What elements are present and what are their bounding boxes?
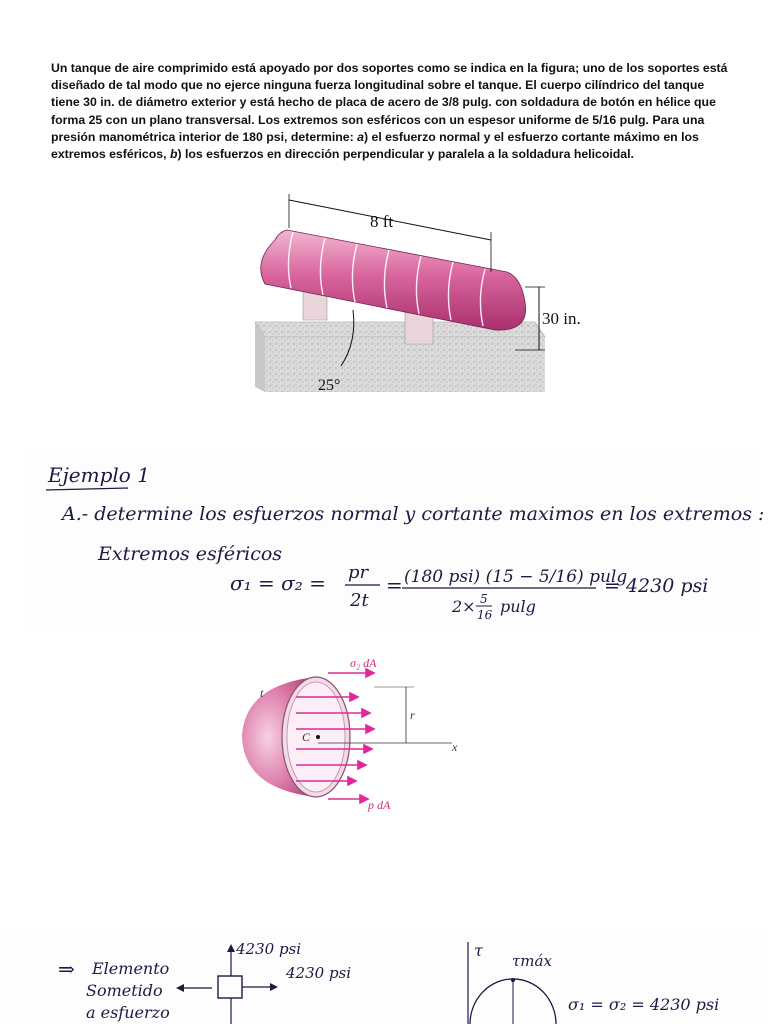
formula-frac-den: 16 [477, 608, 493, 622]
center-point [316, 735, 320, 739]
example-title: Ejemplo 1 [48, 463, 150, 487]
tank-figure [245, 192, 605, 398]
problem-text-b: ) el esfuerzo normal y el esfuerzo cortante máximo en los extremos esféricos, [51, 129, 699, 162]
tau-max-label: τmáx [512, 952, 552, 970]
problem-statement [51, 60, 731, 163]
problem-text-c: ) los esfuerzos en dirección perpendicular y paralela a la soldadura helicoidal. [177, 147, 634, 162]
formula-den2-a: 2× [452, 597, 476, 616]
notes-block-1 [0, 450, 768, 625]
p-label: p dA [368, 798, 391, 812]
concrete-base [265, 337, 545, 392]
hemisphere-figure [234, 655, 474, 815]
c-label: C [302, 730, 311, 744]
r-label: r [410, 708, 415, 722]
angle-label: 25° [318, 377, 341, 394]
t-label: t [260, 686, 264, 700]
spherical-ends-subtitle: Extremos esféricos [98, 543, 283, 565]
problem-text-a: Un tanque de aire comprimido está apoyado por dos soportes como se indica en la figura; uno de los soportes está diseñado de tal modo que no ejerce ninguna fuerza longitudinal sobre el tanque. El cuerpo cilíndrico del tanque tiene 30 in. de diámetro exterior y está hecho de placa de acero de 3/8 pulg. con soldadura de botón en hélice que forma 25 con un plano transversal. Los extremos son esféricos con un espesor uniforme de 5/16 pulg. Para una presión manométrica interior de 180 psi, determine: [51, 61, 728, 144]
notes-block-2 [0, 928, 768, 1024]
top-stress: 4230 psi [236, 940, 302, 958]
x-label: x [452, 740, 458, 754]
implies-arrow: ⇒ [58, 957, 75, 981]
formula-eq: = [386, 573, 403, 597]
formula-den: 2t [350, 590, 369, 611]
formula-num2: (180 psi) (15 − 5/16) pulg [404, 567, 628, 587]
elemento-line-1: Elemento [92, 959, 170, 978]
part-b-letter: b [169, 147, 178, 162]
part-a-letter: a [357, 129, 364, 144]
length-label: 8 ft [370, 212, 394, 231]
formula-den2-b: pulg [500, 597, 536, 616]
formula-num: pr [348, 562, 369, 583]
tau-axis-label: τ [474, 941, 483, 960]
right-stress: 4230 psi [286, 964, 352, 982]
elemento-line-2: Sometido [86, 981, 163, 1000]
elemento-line-3: a esfuerzo [86, 1003, 170, 1022]
sigma-label: σ₂ dA [350, 656, 377, 670]
formula-result: = 4230 psi [604, 575, 709, 597]
formula-frac-num: 5 [480, 592, 488, 606]
tank-body [261, 230, 526, 330]
sigma-equality: σ₁ = σ₂ = 4230 psi [568, 995, 720, 1014]
formula-lhs: σ₁ = σ₂ = [230, 571, 326, 595]
diameter-label: 30 in. [542, 309, 581, 328]
part-a-line: A.- determine los esfuerzos normal y cortante maximos en los extremos : [62, 503, 765, 525]
